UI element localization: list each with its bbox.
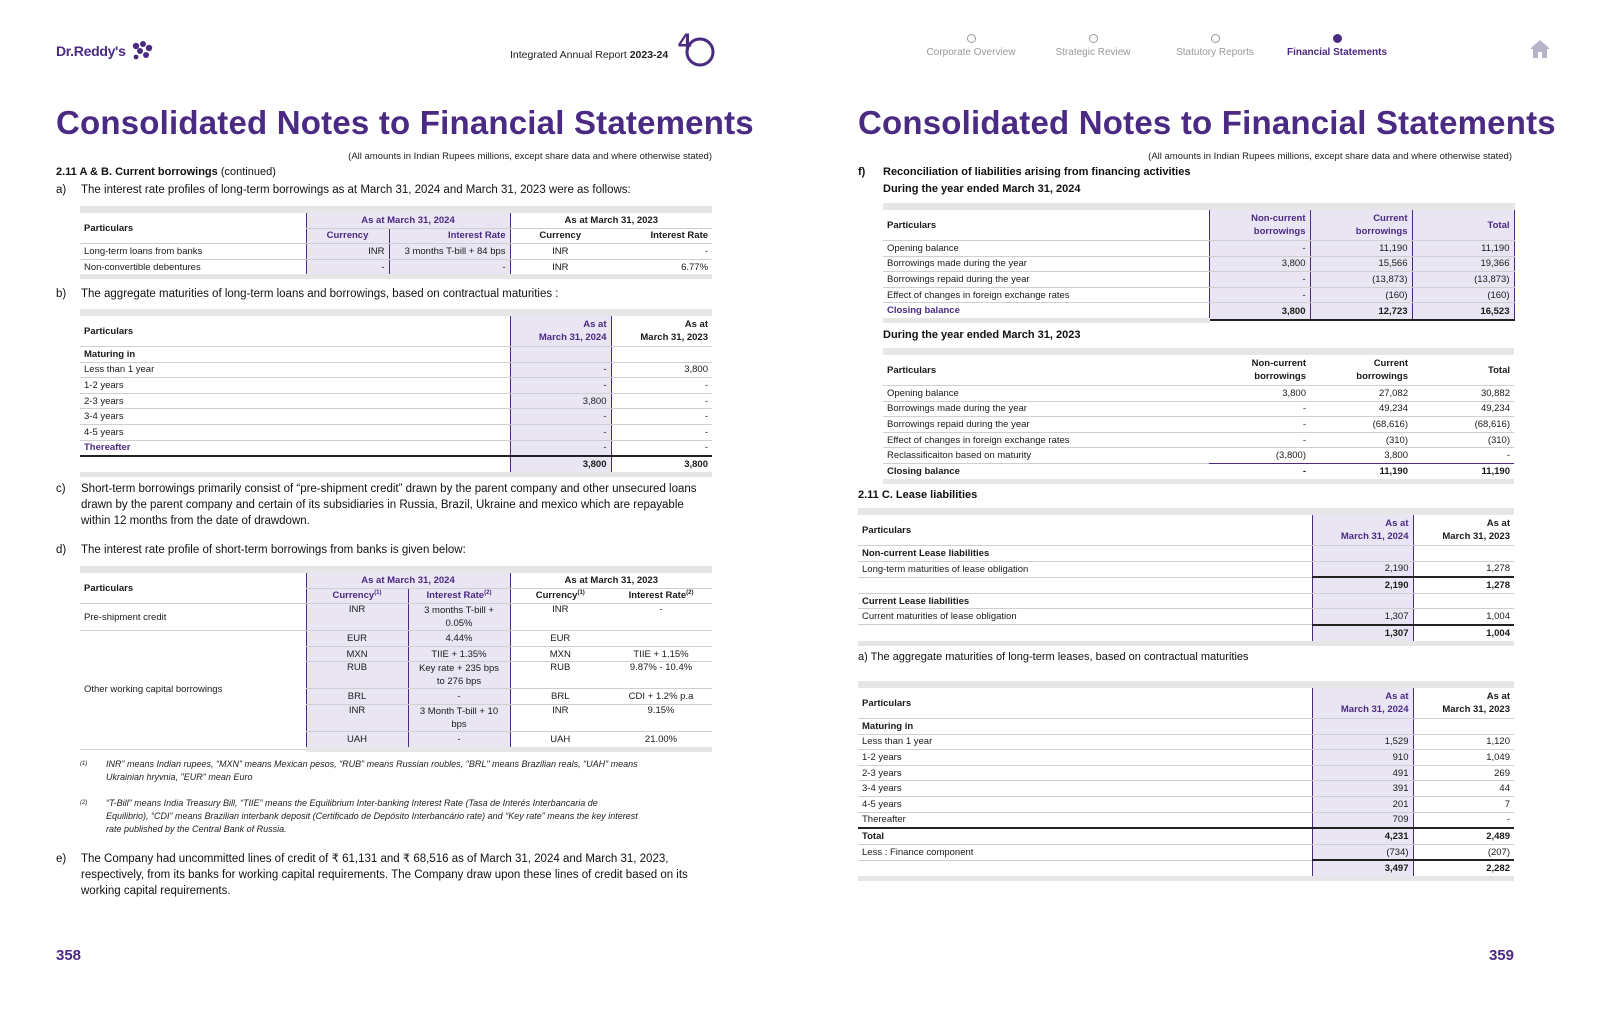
amount-note: (All amounts in Indian Rupees millions, except share data and where otherwise stated) (1148, 151, 1512, 162)
table-row: Less than 1 year 1,529 1,120 (858, 734, 1514, 750)
table-row: Effect of changes in foreign exchange rates - (310) (310) (883, 432, 1514, 448)
table-row: Less : Finance component (734) (207) (858, 844, 1514, 860)
table-row: 4-5 years 201 7 (858, 796, 1514, 812)
nav-statutory-reports[interactable]: Statutory Reports (1154, 34, 1276, 58)
nav-strategic-review[interactable]: Strategic Review (1032, 34, 1154, 58)
table-total-row: Closing balance - 11,190 11,190 (883, 463, 1514, 481)
home-icon[interactable] (1528, 38, 1552, 65)
table-row: 3-4 years - - (80, 409, 712, 425)
page-number: 359 (1488, 947, 1514, 964)
table-short-term-rates: Particulars As at March 31, 2024 As at March 31, 2023 Currency$^{(1)}$ Interest Rate$^{(2)}$ Currency$^{(1)}$ Interest Rate$^{(2)}$ Pre-shipment credit INR 3 months T-bill + 0.05% INR - Other working capital borrowings EUR 4.44% EUR MXN TIIE + 1.35% MXN TIIE + 1.15% RUB Key rate + 235 bps to 276 bps RUB 9.87% - 10.4% BRL - BRL CDI + 1.2% p.a INR 3 Month T-bill + 10 bps INR 9.15% UAH - UAH 21.00% (80, 566, 712, 752)
para-c: c) Short-term borrowings primarily consist of “pre-shipment credit” drawn by the parent company and other unsecured loans drawn by the parent company and certain of its subsidiaries in Russia, Brazil, Ukraine and mexico which are repayable within 12 months from the date of drawdown. (56, 483, 697, 527)
anniversary-40-icon (676, 26, 718, 73)
table-row: Pre-shipment credit INR 3 months T-bill + 0.05% INR - (80, 604, 712, 631)
page-number: 358 (56, 947, 82, 964)
table-row: INR 3 Month T-bill + 10 bps INR 9.15% (80, 704, 712, 731)
table-total-row: Total 4,231 2,489 (858, 828, 1514, 844)
table-lease-liabilities: Particulars As at March 31, 2024 As at March 31, 2023 Non-current Lease liabilities Long-term maturities of lease obligation 2,190 1,278 2,190 1,278 Current Lease liabilities Current maturities of lease obligation 1,307 1,004 1,307 1,004 (858, 508, 1514, 646)
table-row: BRL - BRL CDI + 1.2% p.a (80, 689, 712, 705)
nav-dot-icon (1211, 34, 1220, 43)
table-row: 1-2 years - - (80, 378, 712, 394)
table-reconciliation-2023: Particulars Non-current borrowings Current borrowings Total Opening balance 3,800 27,082 30,882 Borrowings made during the year - 49,234 49,234 Borrowings repaid during the year - (68,616) (68,616) Effect of changes in foreign exchange rates - (310) (310) Reclassificaiton based on maturity (3,800) 3,800 - Closing balance - 11,190 11,190 (883, 348, 1514, 484)
company-logo[interactable] (56, 40, 154, 62)
table-row: Reclassificaiton based on maturity (3,800) 3,800 - (883, 448, 1514, 464)
table-row: Borrowings repaid during the year - (68,616) (68,616) (883, 417, 1514, 433)
table-total-row: 2,190 1,278 (858, 577, 1514, 593)
footnote-1: $^{(1)}$ INR” means Indian rupees, “MXN” means Mexican pesos, “RUB” means Russian roubles, "BRL" means Brazilian reals, “UAH” means Ukrainian hryvnia, "EUR" mean Euro (80, 759, 638, 782)
footnote-2: $^{(2)}$ “T-Bill” means India Treasury Bill, “TIIE” means the Equilibrium Inter-banking Interest Rate (Tasa de Interés Interbancaria de Equilibrio), “CDI” means Brazilian interbank deposit (Certificado de Depósito Interbancário rate) and “Key rate” means the key interest rate published by the Central Bank of Russia. (80, 798, 638, 834)
table-row: Long-term loans from banks INR 3 months T-bill + 84 bps INR - (80, 244, 712, 260)
dr-reddys-logo-icon (130, 40, 154, 62)
table-row: 2-3 years 491 269 (858, 765, 1514, 781)
section-title: 2.11 A & B. Current borrowings (continued) (56, 166, 276, 178)
table-total-row: 1,307 1,004 (858, 625, 1514, 643)
nav-corporate-overview[interactable]: Corporate Overview (910, 34, 1032, 58)
svg-text:4: 4 (678, 29, 692, 56)
para-e: e) The Company had uncommitted lines of credit of ₹ 61,131 and ₹ 68,516 as of March 31, 2024 and March 31, 2023, respectively, from its banks for working capital requirements. The Company draw upon these lines of credit based on its working capital requirements. (56, 853, 688, 897)
table-row: Current maturities of lease obligation 1,307 1,004 (858, 609, 1514, 625)
table-row: Thereafter - - (80, 440, 712, 456)
period-2023: During the year ended March 31, 2023 (883, 329, 1081, 341)
para-a: a) The interest rate profiles of long-term borrowings as at March 31, 2024 and March 31, 2023 were as follows: (56, 184, 631, 196)
table-lease-maturities: Particulars As at March 31, 2024 As at March 31, 2023 Maturing in Less than 1 year 1,529 1,120 1-2 years 910 1,049 2-3 years 491 269 3-4 years 391 44 4-5 years 201 7 Thereafter 709 - Total 4,231 2,489 Less : Finance component (734) (207) 3,497 2,282 (858, 681, 1514, 881)
table-row: Borrowings repaid during the year - (13,873) (13,873) (883, 272, 1514, 288)
para-d: d) The interest rate profile of short-term borrowings from banks is given below: (56, 544, 466, 556)
nav-dot-icon (1333, 34, 1342, 43)
section-nav (910, 34, 1398, 58)
amount-note: (All amounts in Indian Rupees millions, except share data and where otherwise stated) (348, 151, 712, 162)
table-row: Opening balance - 11,190 11,190 (883, 241, 1514, 257)
table-row: 3-4 years 391 44 (858, 781, 1514, 797)
lease-section-title: 2.11 C. Lease liabilities (858, 489, 978, 501)
logo-text: Dr.Reddy's (56, 43, 126, 59)
nav-financial-statements[interactable]: Financial Statements (1276, 34, 1398, 58)
table-reconciliation-2024: Particulars Non-current borrowings Current borrowings Total Opening balance - 11,190 11,190 Borrowings made during the year 3,800 15,566 19,366 Borrowings repaid during the year - (13,873) (13,873) Effect of changes in foreign exchange rates - (160) (160) Closing balance 3,800 12,723 16,523 (883, 203, 1515, 323)
table-row: Non-convertible debentures - - INR 6.77% (80, 259, 712, 277)
table-row: 2-3 years 3,800 - (80, 393, 712, 409)
right-page (800, 0, 1600, 1011)
table-row: Less than 1 year - 3,800 (80, 362, 712, 378)
para-b: b) The aggregate maturities of long-term loans and borrowings, based on contractual maturities : (56, 288, 559, 300)
nav-dot-icon (967, 34, 976, 43)
page-title: Consolidated Notes to Financial Statements (56, 104, 754, 141)
table-row: Other working capital borrowings EUR 4.44% EUR (80, 631, 712, 647)
table-total-row: 3,800 3,800 (80, 456, 712, 474)
table-total-row: 3,497 2,282 (858, 860, 1514, 878)
table-loan-maturities: Particulars As at March 31, 2024 As at March 31, 2023 Maturing in Less than 1 year - 3,800 1-2 years - - 2-3 years 3,800 - 3-4 years - - 4-5 years - - Thereafter - - 3,800 3,800 (80, 309, 712, 477)
table-row: UAH - UAH 21.00% (80, 731, 712, 749)
table-row: Effect of changes in foreign exchange rates - (160) (160) (883, 287, 1514, 303)
nav-dot-icon (1089, 34, 1098, 43)
table-row: Opening balance 3,800 27,082 30,882 (883, 386, 1514, 402)
table-row: Borrowings made during the year 3,800 15,566 19,366 (883, 256, 1514, 272)
table-row: Borrowings made during the year - 49,234 49,234 (883, 401, 1514, 417)
lease-maturities-text: a) The aggregate maturities of long-term leases, based on contractual maturities (858, 651, 1249, 663)
table-row: RUB Key rate + 235 bps to 276 bps RUB 9.87% - 10.4% (80, 662, 712, 689)
table-row: MXN TIIE + 1.35% MXN TIIE + 1.15% (80, 646, 712, 662)
table-row: Long-term maturities of lease obligation 2,190 1,278 (858, 561, 1514, 577)
reconciliation-title: f) Reconciliation of liabilities arising from financing activities (858, 166, 1191, 178)
period-2024: During the year ended March 31, 2024 (883, 183, 1081, 195)
table-row: 1-2 years 910 1,049 (858, 750, 1514, 766)
table-row: Thereafter 709 - (858, 812, 1514, 828)
report-title: Integrated Annual Report 2023-24 (510, 49, 669, 61)
page-title: Consolidated Notes to Financial Statements (858, 104, 1556, 141)
table-row: 4-5 years - - (80, 424, 712, 440)
table-long-term-rates: Particulars As at March 31, 2024 As at March 31, 2023 Currency Interest Rate Currency Interest Rate Long-term loans from banks INR 3 months T-bill + 84 bps INR - Non-convertible debentures - - INR 6.77% (80, 206, 712, 279)
table-total-row: Closing balance 3,800 12,723 16,523 (883, 303, 1514, 321)
